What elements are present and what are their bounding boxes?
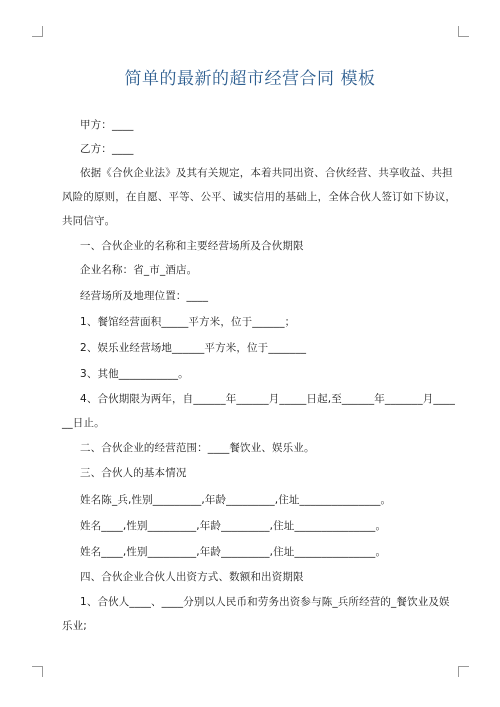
contribution-clause-line-2: 乐业; <box>62 620 87 632</box>
party-a-line: 甲方：____ <box>80 119 134 131</box>
party-b-line: 乙方：____ <box>80 143 134 155</box>
item-other: 3、其他___________。 <box>80 368 189 380</box>
section-3-heading: 三、合伙人的基本情况 <box>80 467 187 479</box>
crop-mark-bottom-right <box>458 666 469 677</box>
intro-paragraph-line-2: 风险的原则，在自愿、平等、公平、诚实信用的基础上，全体合伙人签订如下协议， <box>62 191 457 203</box>
partner-info-line-1: 姓名陈_兵,性别_________,年龄_________,住址_______________。 <box>80 494 392 506</box>
partner-info-line-3: 姓名____,性别_________,年龄_________,住址_______________。 <box>80 546 387 558</box>
item-partnership-term-line-1: 4、合伙期限为两年，自______年______月_____日起,至______年_______月____ <box>80 393 455 405</box>
intro-paragraph-line-3: 共同信守。 <box>62 215 116 227</box>
item-restaurant-area: 1、餐馆经营面积_____平方米，位于______； <box>80 316 296 328</box>
crop-mark-bottom-left <box>32 666 43 677</box>
item-partnership-term-line-2: __日止。 <box>62 417 105 429</box>
section-1-heading: 一、合伙企业的名称和主要经营场所及合伙期限 <box>80 240 304 252</box>
business-location-line: 经营场所及地理位置：____ <box>80 290 209 302</box>
partner-info-line-2: 姓名____,性别_________,年龄_________,住址_______________。 <box>80 520 387 532</box>
crop-mark-top-left <box>32 26 43 37</box>
intro-paragraph-line-1: 依据《合伙企业法》及其有关规定，本着共同出资、合伙经营、共享收益、共担 <box>80 167 453 179</box>
item-entertainment-area: 2、娱乐业经营场地______平方米，位于_______ <box>80 342 307 354</box>
section-4-heading: 四、合伙企业合伙人出资方式、数额和出资期限 <box>80 571 304 583</box>
section-2-heading: 二、合伙企业的经营范围：____餐饮业、娱乐业。 <box>80 442 315 454</box>
company-name-line: 企业名称：省_市_酒店。 <box>80 264 198 276</box>
contribution-clause-line-1: 1、合伙人____、____分别以人民币和劳务出资参与陈_兵所经营的_餐饮业及娱 <box>80 596 450 608</box>
crop-mark-top-right <box>458 26 469 37</box>
document-title: 简单的最新的超市经营合同 模板 <box>124 69 376 89</box>
